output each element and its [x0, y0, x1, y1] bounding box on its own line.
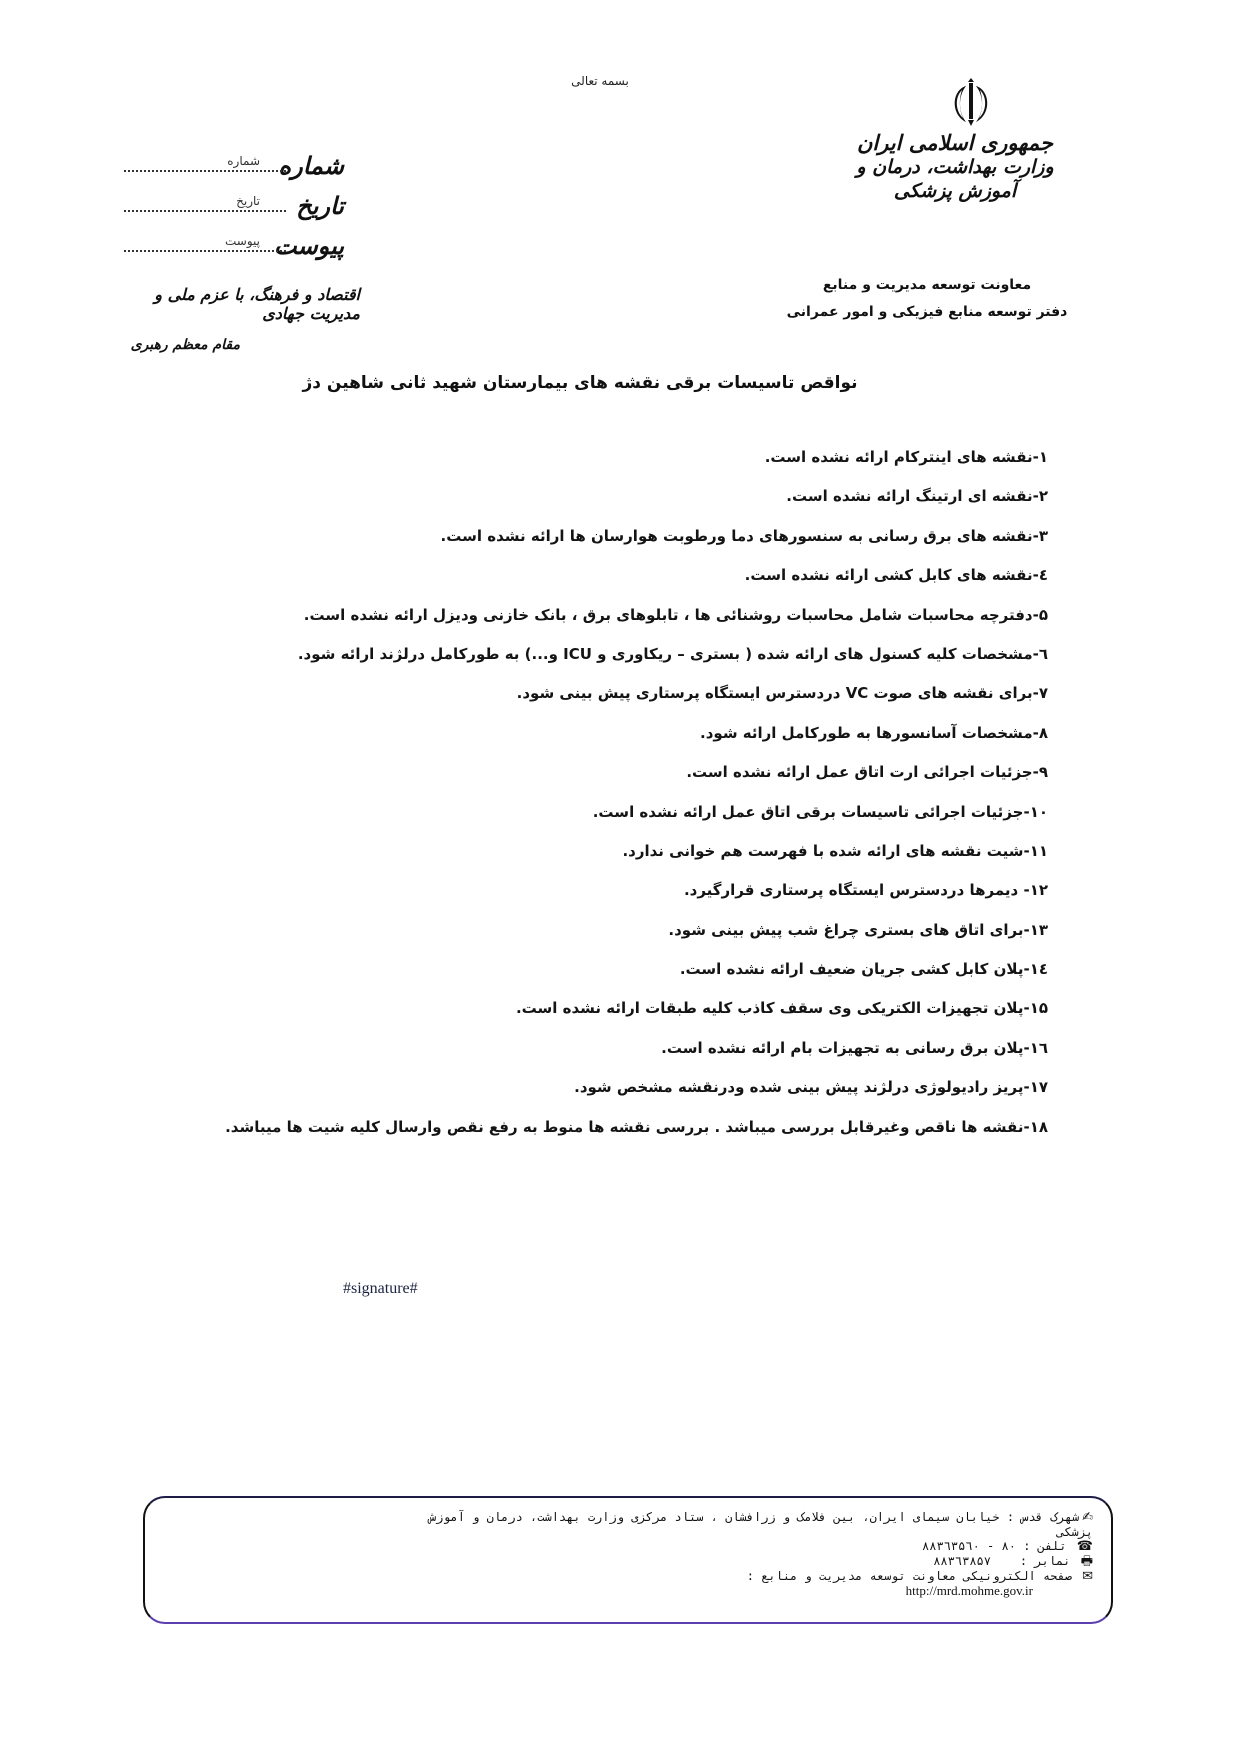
attachment-value: پیوست [225, 234, 260, 248]
motto-line-1: اقتصاد و فرهنگ، با عزم ملی و مدیریت جهادی [154, 285, 360, 323]
list-item: ۸-مشخصات آسانسورها به طورکامل ارائه شود. [700, 723, 1048, 742]
number-label: شماره [278, 151, 344, 180]
ministry-line-1: جمهوری اسلامی ایران [856, 130, 1054, 155]
department-block [762, 272, 1092, 326]
bismillah-heading: بسمه تعالی [571, 74, 629, 88]
footer-address [173, 1510, 1093, 1525]
list-item: ۵-دفترچه محاسبات شامل محاسبات روشنائی ها ، تابلوهای برق ، بانک خازنی ودیزل ارائه نشده است. [303, 605, 1048, 624]
fax-label: نمابر : [1019, 1554, 1071, 1568]
attachment-field [124, 220, 344, 260]
fax-value: ۸۸۳٦۳۸۵۷ [933, 1554, 991, 1568]
date-line [124, 194, 286, 212]
iran-emblem-icon [946, 74, 996, 130]
list-item: ۱۱-شیت نقشه های ارائه شده با فهرست هم خوانی ندارد. [622, 841, 1048, 860]
footer-address-cont: پزشکی [1056, 1525, 1093, 1539]
attachment-label: پیوست [274, 231, 344, 260]
list-item: ۱۷-پریز رادیولوژی درلژند پیش بینی شده ودرنقشه مشخص شود. [574, 1078, 1048, 1097]
list-item: ۳-نقشه های برق رسانی به سنسورهای دما ورطوبت هوارسان ها ارائه نشده است. [440, 526, 1048, 545]
footer-phone [173, 1539, 1093, 1554]
pen-icon: ✍ [1082, 1510, 1093, 1525]
list-item: ۱-نقشه های اینترکام ارائه نشده است. [764, 448, 1048, 466]
mail-icon: ✉ [1082, 1569, 1093, 1584]
number-line [124, 154, 286, 172]
list-item: ۱۵-پلان تجهیزات الکتریکی وی سقف کاذب کلیه طبقات ارائه نشده است. [515, 999, 1048, 1018]
list-item: ۱۰-جزئیات اجرائی تاسیسات برقی اتاق عمل ارائه نشده است. [592, 802, 1048, 821]
address-text: شهرک قدس : خیابان سیمای ایران، بین فلامک و زرافشان ، ستاد مرکزی وزارت بهداشت، درمان و آموزش [428, 1510, 1080, 1524]
ministry-line-2: وزارت بهداشت، درمان و آموزش پزشکی [856, 156, 1054, 202]
date-field [124, 180, 344, 220]
ministry-logo-text [840, 130, 1070, 204]
department-line-1: معاونت توسعه مدیریت و منابع [822, 277, 1032, 293]
fax-icon: 🖶 [1080, 1554, 1093, 1569]
list-item: ۹-جزئیات اجرائی ارت اتاق عمل ارائه نشده است. [686, 763, 1048, 782]
list-item: ۷-برای نقشه های صوت VC دردسترس ایستگاه پرستاری پیش بینی شود. [516, 684, 1048, 703]
number-value: شماره [227, 154, 260, 168]
date-label: تاریخ [296, 191, 344, 220]
web-url-link[interactable]: http://mrd.mohme.gov.ir [905, 1583, 1033, 1598]
number-field [124, 140, 344, 180]
motto [120, 285, 360, 353]
phone-icon: ☎ [1076, 1539, 1093, 1554]
footer-fax [173, 1554, 1093, 1569]
list-item: ٦-مشخصات کلیه کسنول های ارائه شده ( بستری – ریکاوری و ICU و...) به طورکامل درلژند ارائه شود. [297, 644, 1048, 663]
phone-label: تلفن : [1023, 1539, 1067, 1553]
footer-contact-box [143, 1496, 1113, 1624]
document-title: نواقص تاسیسات برقی نقشه های بیمارستان شهید ثانی شاهین دژ [302, 373, 858, 393]
footer-content [173, 1510, 1093, 1598]
letter-meta [124, 140, 344, 260]
list-item: ۱۲- دیمرها دردسترس ایستگاه پرستاری قرارگیرد. [683, 881, 1048, 900]
list-item: ۲-نقشه ای ارتینگ ارائه نشده است. [786, 487, 1048, 506]
list-item: ۱٤-پلان کابل کشی جریان ضعیف ارائه نشده است. [679, 960, 1048, 979]
signature-placeholder: #signature# [343, 1280, 418, 1297]
footer-web [173, 1569, 1093, 1584]
list-item: ۱۳-برای اتاق های بستری چراغ شب پیش بینی شود. [668, 920, 1048, 939]
attachment-line [124, 234, 286, 252]
web-label: صفحه الکترونیکی معاونت توسعه مدیریت و منابع : [746, 1569, 1072, 1583]
list-item: ٤-نقشه های کابل کشی ارائه نشده است. [744, 566, 1048, 585]
motto-line-2: مقام معظم رهبری [130, 337, 240, 353]
department-line-2: دفتر توسعه منابع فیزیکی و امور عمرانی [786, 304, 1068, 320]
list-item: ۱٦-پلان برق رسانی به تجهیزات بام ارائه نشده است. [661, 1038, 1048, 1057]
list-item: ۱۸-نقشه ها ناقص وغیرقابل بررسی میباشد . بررسی نقشه ها منوط به رفع نقص وارسال کلیه شیت ها میباشد. [225, 1117, 1048, 1136]
phone-value: ۸۰ - ۸۸۳٦۳۵٦۰ [922, 1539, 1016, 1553]
deficiency-list [148, 438, 1048, 1147]
date-value: تاریخ [236, 194, 260, 208]
